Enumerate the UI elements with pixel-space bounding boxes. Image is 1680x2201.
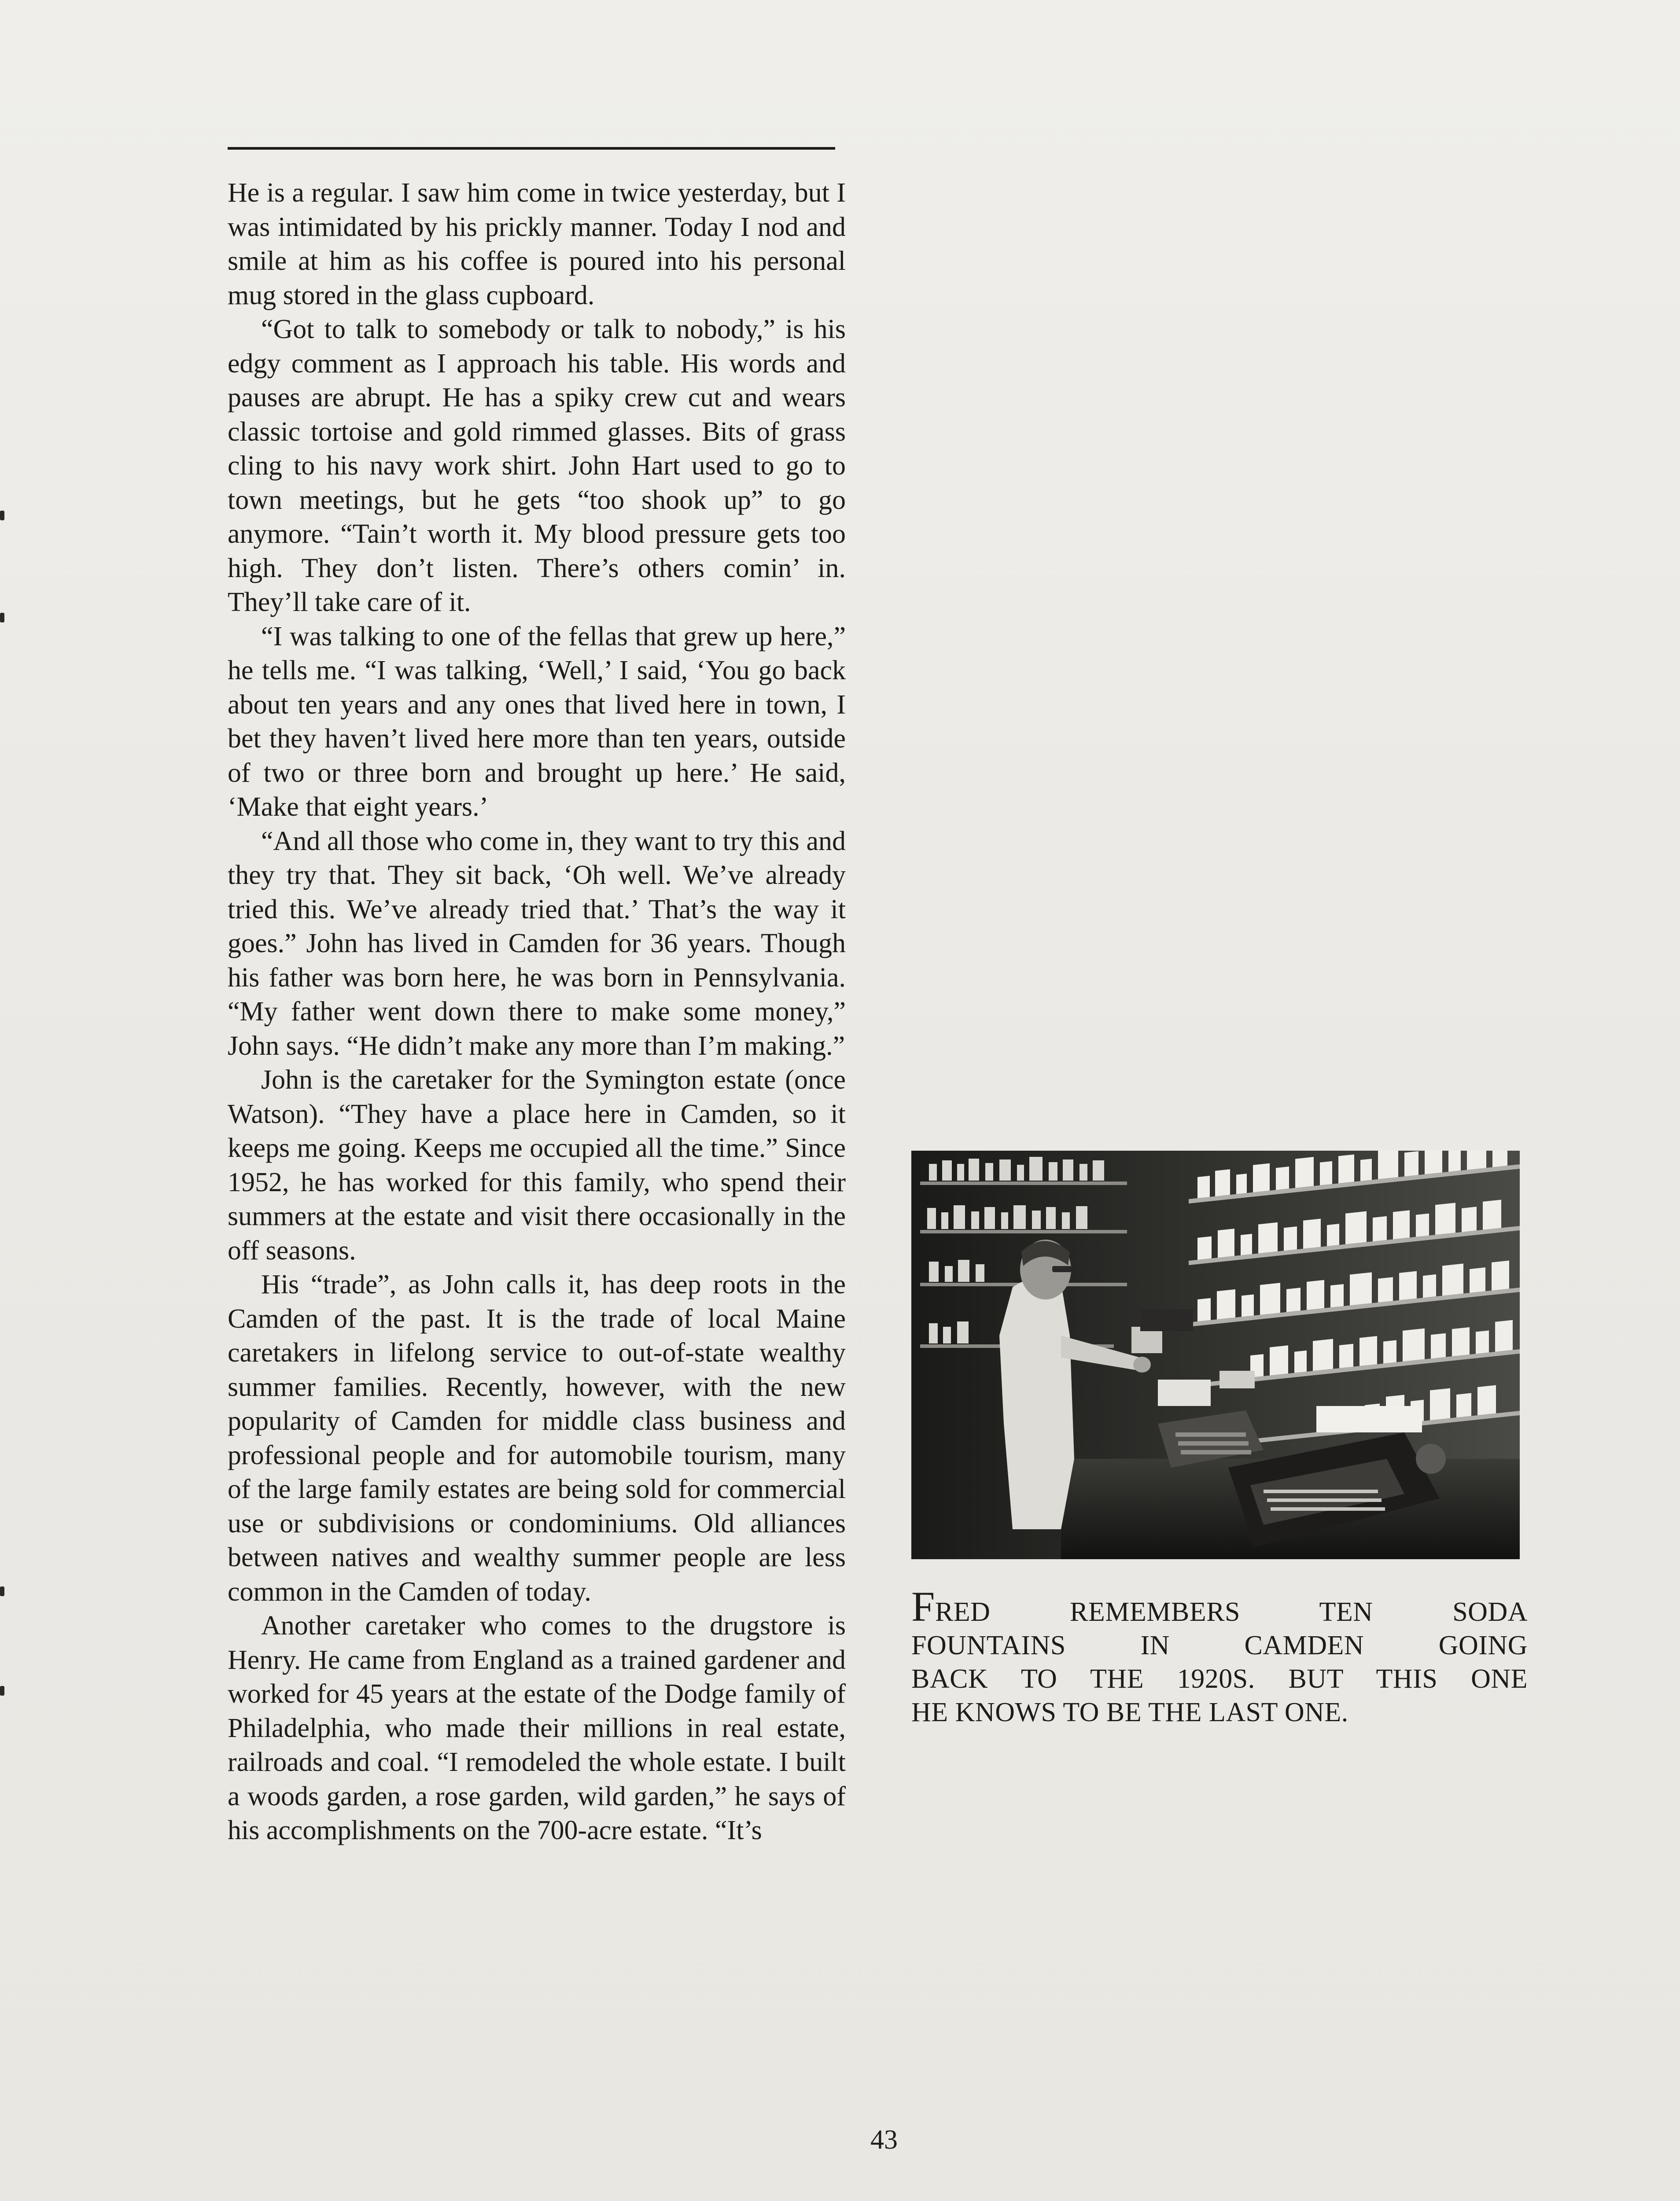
pharmacist-photo [911,1151,1520,1559]
photo-caption [911,1583,1528,1729]
paragraph: Another caretaker who comes to the drugstore is Henry. He came from England as a trained gardener and worked for 45 years at the estate of the Dodge family of Philadelphia, who made their millions in real estate, railroads and coal. “I remodeled the whole estate. I built a woods garden, a rose garden, wild garden,” he says of his accomplishments on the 700-acre estate. “It’s [228,1611,846,1845]
caption-line: HE KNOWS TO BE THE LAST ONE. [911,1697,1348,1727]
paragraph: “And all those who come in, they want to try this and they try that. They sit back, ‘Oh well. We’ve already tried this. We’ve already tried that.’ That’s the way it goes.” John has lived in Camden for 36 years. Though his father was born here, he was born in Pennsylvania. “My father went down there to make some money,” John says. “He didn’t make any more than I’m making.” [228,826,846,1061]
paragraph: John is the caretaker for the Symington estate (once Watson). “They have a place here in Camden, so it keeps me going. Keeps me occupied all the time.” Since 1952, he has worked for this family, who spend their summers at the estate and visit there occasionally in the off seasons. [228,1065,846,1266]
paragraph: He is a regular. I saw him come in twice yesterday, but I was intimidated by his prickly manner. Today I nod and smile at him as his coffee is poured into his personal mug stored in the glass cupboard. [228,178,846,310]
header-rule [228,147,835,150]
caption-line: FRED REMEMBERS TEN SODA [911,1583,1528,1630]
page-number: 43 [870,2125,898,2155]
caption-line: FOUNTAINS IN CAMDEN GOING [911,1631,1528,1660]
paragraph: His “trade”, as John calls it, has deep roots in the Camden of the past. It is the trade of local Maine caretakers in lifelong service to out-of-state wealthy summer families. Recently, however, with the new popularity of Camden for middle class business and professional people and for automobile tourism, many of the large family estates are being sold for commercial use or subdivisions or condominiums. Old alliances between natives and wealthy summer people are less common in the Camden of today. [228,1270,846,1607]
paragraph: “I was talking to one of the fellas that grew up here,” he tells me. “I was talking, ‘Well,’ I said, ‘You go back about ten years and any ones that lived here in town, I bet they haven’t lived here more than ten years, outside of two or three born and brought up here.’ He said, ‘Make that eight years.’ [228,621,846,822]
binding-mark [0,1586,4,1596]
caption-initial: F [911,1583,935,1630]
caption-line: BACK TO THE 1920S. BUT THIS ONE [911,1664,1528,1694]
binding-mark [0,1686,4,1696]
paragraph: “Got to talk to somebody or talk to nobody,” is his edgy comment as I approach his table. His words and pauses are abrupt. He has a spiky crew cut and wears classic tortoise and gold rimmed glasses. Bits of grass cling to his navy work shirt. John Hart used to go to town meetings, but he gets “too shook up” to go anymore. “Tain’t worth it. My blood pressure gets too high. They don’t listen. There’s others comin’ in. They’ll take care of it. [228,314,846,617]
binding-mark [0,613,4,622]
article-text-column [228,176,846,1848]
binding-mark [0,511,4,520]
